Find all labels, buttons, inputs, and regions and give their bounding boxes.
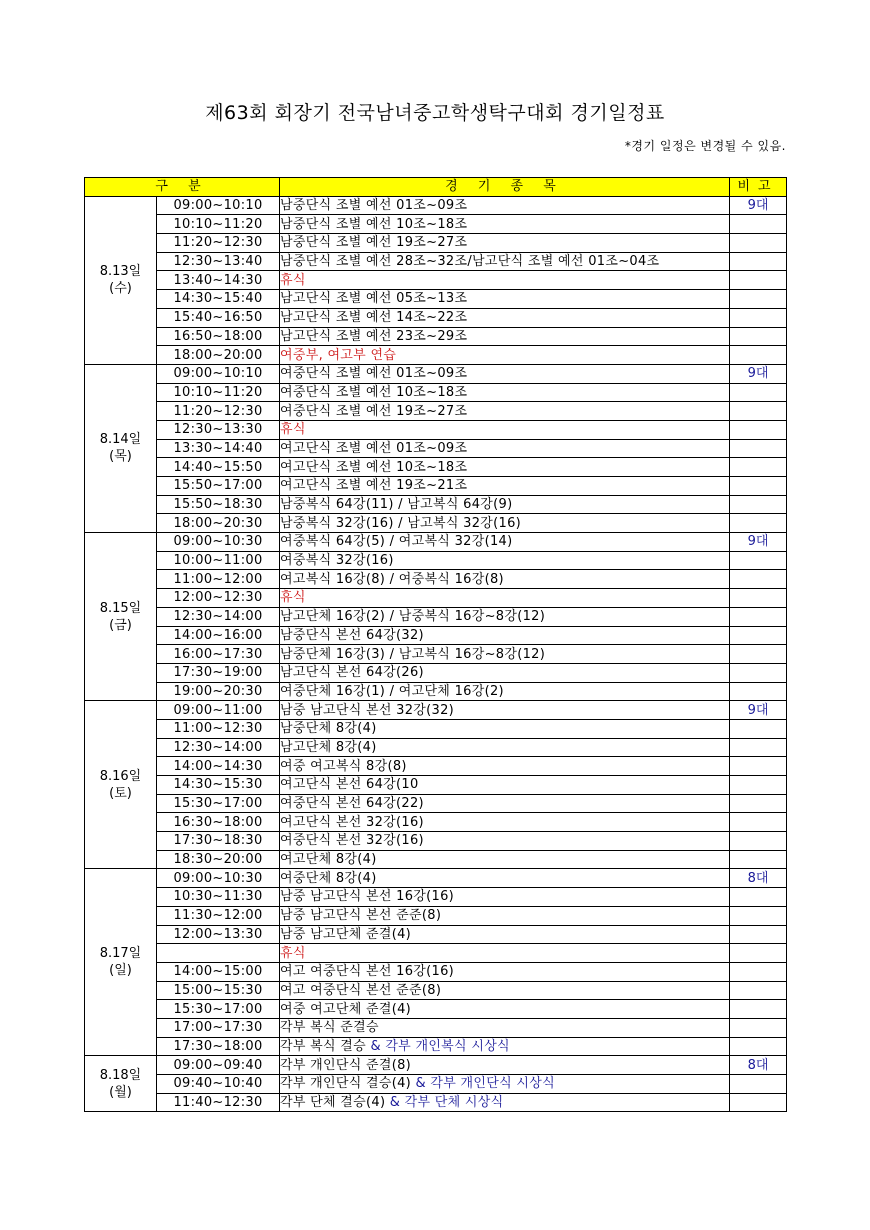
table-row	[85, 1056, 787, 1075]
day-date: 8.17일	[99, 946, 142, 962]
day-weekday: (일)	[109, 963, 132, 979]
table-row	[85, 794, 787, 813]
table-row	[85, 1018, 787, 1037]
remarks-cell	[730, 1037, 787, 1056]
time-slot: 15:50~18:30	[157, 495, 280, 514]
remarks-cell	[730, 327, 787, 346]
table-row	[85, 981, 787, 1000]
event-name: 각부 개인단식 결승(4)	[280, 1076, 412, 1092]
time-slot: 14:30~15:40	[157, 290, 280, 309]
time-slot: 11:00~12:00	[157, 570, 280, 589]
remarks-cell	[730, 906, 787, 925]
time-slot: 12:30~14:00	[157, 738, 280, 757]
event-cell	[280, 308, 730, 327]
remarks-cell	[730, 420, 787, 439]
event-name: 남중단식 조별 예선 01조~09조	[280, 198, 468, 214]
remarks-cell	[730, 663, 787, 682]
day-cell	[85, 1056, 157, 1112]
time-slot: 09:00~10:30	[157, 533, 280, 552]
event-cell	[280, 364, 730, 383]
table-row	[85, 364, 787, 383]
event-name: 남중 남고단식 본선 16강(16)	[280, 889, 455, 905]
day-weekday: (금)	[109, 617, 132, 633]
table-row	[85, 533, 787, 552]
event-name: 여중복식 64강(5) / 여고복식 32강(14)	[280, 534, 513, 550]
event-cell	[280, 1075, 730, 1094]
event-cell	[280, 1093, 730, 1112]
event-name: 각부 복식 준결승	[280, 1020, 379, 1036]
event-cell	[280, 570, 730, 589]
event-cell	[280, 607, 730, 626]
event-name: 여중단식 본선 64강(22)	[280, 796, 424, 812]
event-cell	[280, 663, 730, 682]
event-name: 여고 여중단식 본선 16강(16)	[280, 964, 455, 980]
event-name: 여고단식 조별 예선 01조~09조	[280, 440, 468, 456]
table-row	[85, 813, 787, 832]
day-cell	[85, 196, 157, 364]
event-name: 각부 단체 결승(4)	[280, 1095, 386, 1111]
event-cell	[280, 794, 730, 813]
event-name: 남고단식 조별 예선 05조~13조	[280, 291, 468, 307]
event-ceremony: & 각부 단체 시상식	[385, 1095, 504, 1111]
time-slot: 10:00~11:00	[157, 551, 280, 570]
time-slot: 17:30~18:30	[157, 832, 280, 851]
time-slot: 12:30~13:30	[157, 420, 280, 439]
time-slot: 09:00~10:10	[157, 196, 280, 215]
event-cell	[280, 719, 730, 738]
event-name: 남중단식 본선 64강(32)	[280, 627, 424, 643]
remarks-cell	[730, 626, 787, 645]
time-slot: 19:00~20:30	[157, 682, 280, 701]
event-name: 여중단식 본선 32강(16)	[280, 833, 424, 849]
table-row	[85, 346, 787, 365]
time-slot: 15:00~15:30	[157, 981, 280, 1000]
event-cell	[280, 626, 730, 645]
day-weekday: (수)	[109, 281, 132, 297]
table-row	[85, 196, 787, 215]
remarks-cell	[730, 514, 787, 533]
remarks-cell	[730, 925, 787, 944]
table-row	[85, 477, 787, 496]
event-cell	[280, 1018, 730, 1037]
time-slot: 18:00~20:00	[157, 346, 280, 365]
event-cell	[280, 850, 730, 869]
time-slot: 15:30~17:00	[157, 1000, 280, 1019]
day-cell	[85, 701, 157, 869]
event-name: 여중 여고단체 준결(4)	[280, 1001, 412, 1017]
event-name: 남중단체 16강(3) / 남고복식 16강~8강(12)	[280, 646, 546, 662]
time-slot: 11:30~12:00	[157, 906, 280, 925]
event-name: 남고단식 조별 예선 23조~29조	[280, 328, 468, 344]
time-slot: 12:30~14:00	[157, 607, 280, 626]
event-cell	[280, 645, 730, 664]
event-name: 휴식	[280, 272, 306, 288]
remarks-cell	[730, 981, 787, 1000]
event-cell	[280, 327, 730, 346]
event-name: 여고복식 16강(8) / 여중복식 16강(8)	[280, 571, 504, 587]
event-name: 여고단체 8강(4)	[280, 852, 377, 868]
header-division: 구 분	[85, 178, 280, 197]
table-row	[85, 869, 787, 888]
table-row	[85, 327, 787, 346]
table-row	[85, 458, 787, 477]
event-name: 휴식	[280, 945, 306, 961]
event-cell	[280, 906, 730, 925]
table-row	[85, 906, 787, 925]
event-name: 각부 개인단식 준결(8)	[280, 1057, 412, 1073]
event-name: 남고단식 조별 예선 14조~22조	[280, 310, 468, 326]
event-cell	[280, 252, 730, 271]
time-slot: 11:00~12:30	[157, 719, 280, 738]
remarks-cell	[730, 888, 787, 907]
event-cell	[280, 215, 730, 234]
day-date: 8.13일	[99, 264, 142, 280]
time-slot: 10:30~11:30	[157, 888, 280, 907]
remarks-cell	[730, 589, 787, 608]
event-name: 여고단식 본선 32강(16)	[280, 814, 424, 830]
event-ceremony: & 각부 개인복식 시상식	[366, 1038, 510, 1054]
event-cell	[280, 1000, 730, 1019]
schedule-body	[85, 196, 787, 1112]
event-name: 여중단체 16강(1) / 여고단체 16강(2)	[280, 683, 504, 699]
table-row	[85, 589, 787, 608]
event-cell	[280, 888, 730, 907]
event-name: 여중단체 8강(4)	[280, 870, 377, 886]
event-cell	[280, 682, 730, 701]
table-row	[85, 514, 787, 533]
event-cell	[280, 383, 730, 402]
table-row	[85, 290, 787, 309]
event-name: 여중단식 조별 예선 10조~18조	[280, 384, 468, 400]
day-weekday: (월)	[109, 1084, 132, 1100]
remarks-cell	[730, 962, 787, 981]
time-slot: 10:10~11:20	[157, 215, 280, 234]
day-cell	[85, 869, 157, 1056]
time-slot: 17:00~17:30	[157, 1018, 280, 1037]
time-slot: 11:20~12:30	[157, 402, 280, 421]
time-slot: 14:00~15:00	[157, 962, 280, 981]
day-weekday: (목)	[109, 449, 132, 465]
table-row	[85, 850, 787, 869]
time-slot: 16:00~17:30	[157, 645, 280, 664]
remarks-cell	[730, 850, 787, 869]
table-row	[85, 832, 787, 851]
remarks-cell	[730, 383, 787, 402]
time-slot: 14:40~15:50	[157, 458, 280, 477]
time-slot: 14:00~14:30	[157, 757, 280, 776]
event-cell	[280, 346, 730, 365]
event-name: 여중단식 조별 예선 19조~27조	[280, 403, 468, 419]
table-row	[85, 682, 787, 701]
event-name: 남중복식 64강(11) / 남고복식 64강(9)	[280, 497, 513, 513]
time-slot: 17:30~19:00	[157, 663, 280, 682]
event-cell	[280, 701, 730, 720]
event-cell	[280, 1056, 730, 1075]
day-date: 8.16일	[99, 768, 142, 784]
table-row	[85, 308, 787, 327]
day-date: 8.14일	[99, 432, 142, 448]
remarks-cell	[730, 757, 787, 776]
event-cell	[280, 533, 730, 552]
event-name: 남중단식 조별 예선 10조~18조	[280, 216, 468, 232]
remarks-cell	[730, 1000, 787, 1019]
event-cell	[280, 290, 730, 309]
remarks-cell	[730, 458, 787, 477]
event-name: 여중단식 조별 예선 01조~09조	[280, 366, 468, 382]
table-row	[85, 1000, 787, 1019]
day-cell	[85, 364, 157, 532]
time-slot: 11:40~12:30	[157, 1093, 280, 1112]
table-row	[85, 439, 787, 458]
remarks-cell	[730, 813, 787, 832]
time-slot: 14:30~15:30	[157, 776, 280, 795]
event-cell	[280, 439, 730, 458]
table-row	[85, 495, 787, 514]
table-row	[85, 738, 787, 757]
remarks-cell: 9대	[730, 364, 787, 383]
remarks-cell: 9대	[730, 533, 787, 552]
remarks-cell: 9대	[730, 701, 787, 720]
remarks-cell	[730, 439, 787, 458]
event-cell	[280, 589, 730, 608]
event-name: 남고단체 16강(2) / 남중복식 16강~8강(12)	[280, 609, 546, 625]
remarks-cell	[730, 1075, 787, 1094]
table-row	[85, 551, 787, 570]
table-row	[85, 252, 787, 271]
event-name: 여고단식 본선 64강(10	[280, 777, 419, 793]
time-slot: 10:10~11:20	[157, 383, 280, 402]
day-cell	[85, 533, 157, 701]
table-row	[85, 645, 787, 664]
event-name: 휴식	[280, 422, 306, 438]
event-name: 남중 남고단체 준결(4)	[280, 926, 412, 942]
remarks-cell	[730, 252, 787, 271]
table-row	[85, 215, 787, 234]
event-cell	[280, 869, 730, 888]
table-row	[85, 719, 787, 738]
event-cell	[280, 1037, 730, 1056]
day-date: 8.18일	[99, 1067, 142, 1083]
time-slot: 15:40~16:50	[157, 308, 280, 327]
remarks-cell	[730, 215, 787, 234]
time-slot: 12:30~13:40	[157, 252, 280, 271]
remarks-cell: 8대	[730, 1056, 787, 1075]
table-row	[85, 1075, 787, 1094]
remarks-cell	[730, 290, 787, 309]
event-cell	[280, 477, 730, 496]
event-name: 각부 복식 결승	[280, 1038, 367, 1054]
time-slot: 09:00~11:00	[157, 701, 280, 720]
remarks-cell	[730, 682, 787, 701]
time-slot: 18:30~20:00	[157, 850, 280, 869]
table-row	[85, 626, 787, 645]
day-weekday: (토)	[109, 785, 132, 801]
event-name: 남중단식 조별 예선 28조~32조/남고단식 조별 예선 01조~04조	[280, 254, 660, 270]
event-name: 남고단체 8강(4)	[280, 739, 377, 755]
event-name: 여중부, 여고부 연습	[280, 347, 397, 363]
remarks-cell	[730, 776, 787, 795]
remarks-cell	[730, 551, 787, 570]
event-name: 남고단식 본선 64강(26)	[280, 665, 424, 681]
event-cell	[280, 458, 730, 477]
remarks-cell	[730, 607, 787, 626]
time-slot: 09:00~09:40	[157, 1056, 280, 1075]
remarks-cell	[730, 1018, 787, 1037]
event-name: 남중 남고단식 본선 준준(8)	[280, 908, 442, 924]
table-row	[85, 1093, 787, 1112]
event-name: 여고단식 조별 예선 10조~18조	[280, 459, 468, 475]
event-name: 남중 남고단식 본선 32강(32)	[280, 702, 455, 718]
time-slot: 18:00~20:30	[157, 514, 280, 533]
event-cell	[280, 925, 730, 944]
remarks-cell	[730, 477, 787, 496]
event-cell	[280, 402, 730, 421]
event-ceremony: & 각부 개인단식 시상식	[411, 1076, 555, 1092]
remarks-cell: 8대	[730, 869, 787, 888]
event-cell	[280, 271, 730, 290]
event-cell	[280, 495, 730, 514]
header-event: 경 기 종 목	[280, 178, 730, 197]
remarks-cell	[730, 308, 787, 327]
time-slot	[157, 944, 280, 963]
event-name: 여중복식 32강(16)	[280, 553, 394, 569]
time-slot: 09:00~10:10	[157, 364, 280, 383]
event-cell	[280, 196, 730, 215]
table-row	[85, 776, 787, 795]
event-name: 여고 여중단식 본선 준준(8)	[280, 982, 442, 998]
event-name: 여중 여고복식 8강(8)	[280, 758, 407, 774]
table-row	[85, 663, 787, 682]
event-name: 휴식	[280, 590, 306, 606]
remarks-cell	[730, 645, 787, 664]
remarks-cell	[730, 794, 787, 813]
time-slot: 12:00~13:30	[157, 925, 280, 944]
time-slot: 12:00~12:30	[157, 589, 280, 608]
remarks-cell	[730, 1093, 787, 1112]
event-cell	[280, 234, 730, 253]
table-row	[85, 271, 787, 290]
remarks-cell	[730, 832, 787, 851]
time-slot: 15:50~17:00	[157, 477, 280, 496]
remarks-cell	[730, 346, 787, 365]
page-title: 제63회 회장기 전국남녀중고학생탁구대회 경기일정표	[205, 102, 665, 124]
schedule-table	[84, 177, 787, 1112]
table-row	[85, 402, 787, 421]
time-slot: 14:00~16:00	[157, 626, 280, 645]
event-name: 남중복식 32강(16) / 남고복식 32강(16)	[280, 515, 522, 531]
event-cell	[280, 981, 730, 1000]
time-slot: 13:30~14:40	[157, 439, 280, 458]
day-date: 8.15일	[99, 600, 142, 616]
event-cell	[280, 962, 730, 981]
table-row	[85, 570, 787, 589]
event-cell	[280, 514, 730, 533]
table-row	[85, 701, 787, 720]
table-row	[85, 962, 787, 981]
event-cell	[280, 757, 730, 776]
header-remarks: 비고	[730, 178, 787, 197]
event-name: 남중단체 8강(4)	[280, 721, 377, 737]
remarks-cell	[730, 495, 787, 514]
time-slot: 16:50~18:00	[157, 327, 280, 346]
event-name: 여고단식 조별 예선 19조~21조	[280, 478, 468, 494]
remarks-cell	[730, 570, 787, 589]
event-cell	[280, 832, 730, 851]
table-row	[85, 944, 787, 963]
event-cell	[280, 776, 730, 795]
time-slot: 13:40~14:30	[157, 271, 280, 290]
schedule-change-note: *경기 일정은 변경될 수 있음.	[624, 139, 786, 153]
time-slot: 09:00~10:30	[157, 869, 280, 888]
table-row	[85, 234, 787, 253]
event-name: 남중단식 조별 예선 19조~27조	[280, 235, 468, 251]
remarks-cell	[730, 719, 787, 738]
event-cell	[280, 813, 730, 832]
table-row	[85, 1037, 787, 1056]
remarks-cell	[730, 738, 787, 757]
remarks-cell	[730, 234, 787, 253]
table-row	[85, 757, 787, 776]
time-slot: 15:30~17:00	[157, 794, 280, 813]
table-header-row	[85, 178, 787, 197]
table-row	[85, 383, 787, 402]
time-slot: 16:30~18:00	[157, 813, 280, 832]
table-row	[85, 420, 787, 439]
time-slot: 11:20~12:30	[157, 234, 280, 253]
remarks-cell	[730, 271, 787, 290]
remarks-cell	[730, 944, 787, 963]
time-slot: 09:40~10:40	[157, 1075, 280, 1094]
table-row	[85, 607, 787, 626]
event-cell	[280, 420, 730, 439]
event-cell	[280, 944, 730, 963]
event-cell	[280, 551, 730, 570]
event-cell	[280, 738, 730, 757]
remarks-cell	[730, 402, 787, 421]
remarks-cell: 9대	[730, 196, 787, 215]
table-row	[85, 925, 787, 944]
time-slot: 17:30~18:00	[157, 1037, 280, 1056]
table-row	[85, 888, 787, 907]
